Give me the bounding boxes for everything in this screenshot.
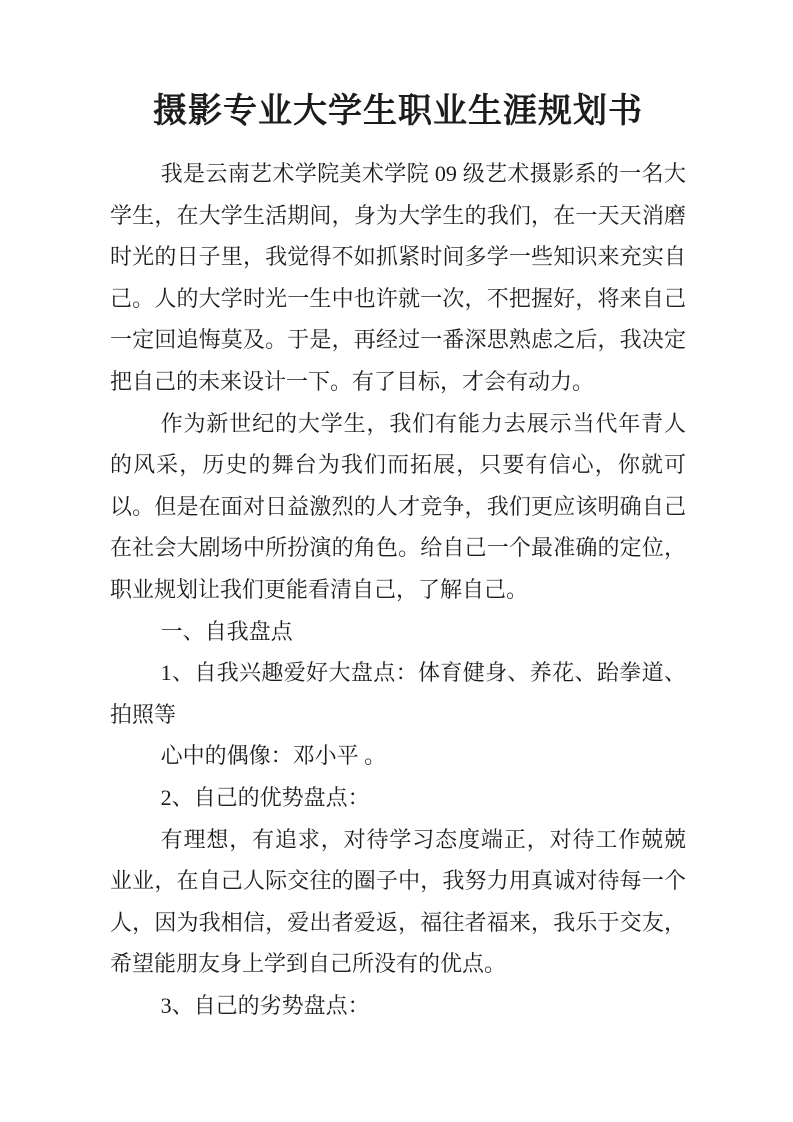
document-title: 摄影专业大学生职业生涯规划书: [153, 93, 643, 130]
paragraph-new-century: 作为新世纪的大学生，我们有能力去展示当代年青人的风采，历史的舞台为我们而拓展，只要有信心，你就可以。但是在面对日益激烈的人才竞争，我们更应该明确自己在社会大剧场中所扮演的角色。给自己一个最准确的定位，职业规划让我们更能看清自己，了解自己。: [110, 410, 686, 602]
item-interests: 1、自我兴趣爱好大盘点：体育健身、养花、跆拳道、拍照等: [110, 660, 686, 727]
paragraph-intro: 我是云南艺术学院美术学院 09 级艺术摄影系的一名大学生，在大学生活期间，身为大学生的我们，在一天天消磨时光的日子里，我觉得不如抓紧时间多学一些知识来充实自己。人的大学时光一生中也许就一次，不把握好，将来自己一定回追悔莫及。于是，再经过一番深思熟虑之后，我决定把自己的未来设计一下。有了目标，才会有动力。: [110, 161, 686, 394]
document-body: [110, 153, 686, 1026]
heading-self-inventory: 一、自我盘点: [160, 618, 293, 644]
line-idol: 心中的偶像：邓小平 。: [160, 743, 387, 769]
item-strengths-heading: 2、自己的优势盘点：: [160, 784, 370, 810]
item-weaknesses-heading: 3、自己的劣势盘点：: [160, 992, 370, 1018]
item-strengths-body: 有理想，有追求，对待学习态度端正，对待工作兢兢业业，在自己人际交往的圈子中，我努力用真诚对待每一个人，因为我相信，爱出者爱返，福往者福来，我乐于交友，希望能朋友身上学到自己所没有的优点。: [110, 826, 686, 977]
